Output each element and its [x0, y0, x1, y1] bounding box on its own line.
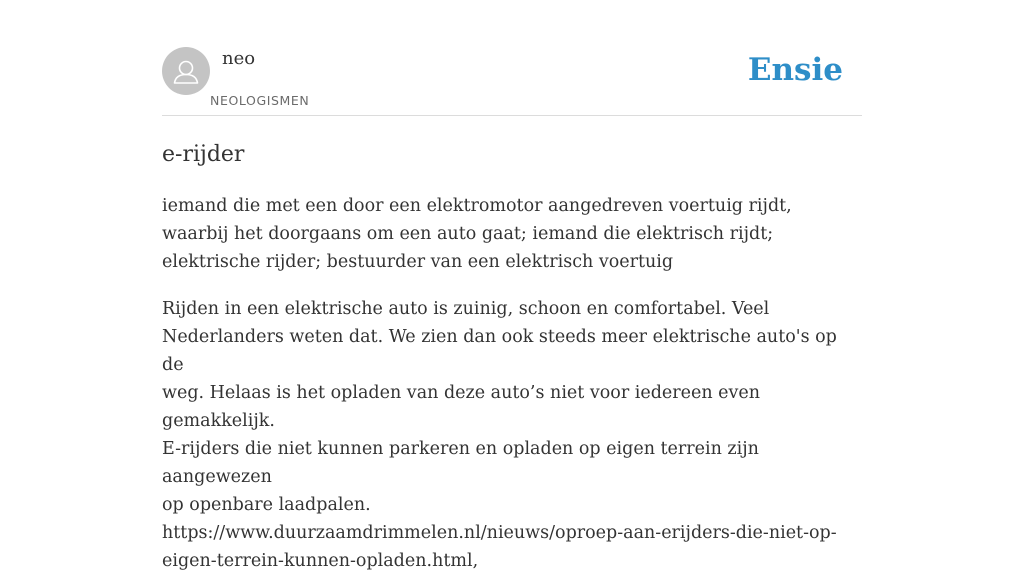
entry-example [162, 295, 862, 575]
example-source-link[interactable]: https://www.duurzaamdrimmelen.nl/nieuws/oproep-aan-erijders-die-niet-op- [162, 523, 837, 543]
entry-header [162, 46, 862, 116]
ensie-logo[interactable]: Ensie [747, 52, 843, 88]
avatar-silhouette-icon [162, 47, 210, 95]
example-line: E-rijders die niet kunnen parkeren en opladen op eigen terrein zijn aangewezen [162, 439, 759, 487]
entry-term: e-rijder [162, 142, 245, 167]
entry-definition: iemand die met een door een elektromotor aangedreven voertuig rijdt, waarbij het doorgaans om een auto gaat; iemand die elektrisch rijdt; elektrische rijder; bestuurder van een elektrisch voertuig [162, 196, 792, 272]
example-line: Rijden in een elektrische auto is zuinig, schoon en comfortabel. Veel [162, 299, 770, 319]
username-link[interactable]: neo [222, 48, 256, 69]
example-line: Nederlanders weten dat. We zien dan ook steeds meer elektrische auto's op de [162, 327, 837, 375]
example-line: op openbare laadpalen. [162, 495, 371, 515]
category-link[interactable]: NEOLOGISMEN [210, 93, 310, 108]
user-avatar-icon[interactable] [162, 47, 210, 95]
example-source-link[interactable]: eigen-terrein-kunnen-opladen.html, [162, 551, 479, 571]
example-line: weg. Helaas is het opladen van deze auto’s niet voor iedereen even gemakkelijk. [162, 383, 761, 431]
